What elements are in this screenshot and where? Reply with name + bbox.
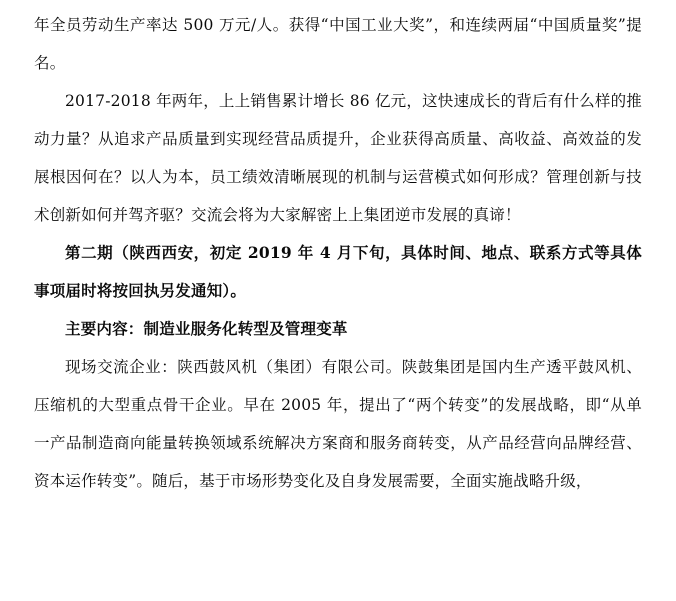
paragraph-session-two-heading: 第二期（陕西西安，初定 2019 年 4 月下旬，具体时间、地点、联系方式等具体事项届时将按回执另发通知）。 (34, 243, 642, 300)
paragraph-growth-background: 2017-2018 年两年，上上销售累计增长 86 亿元，这快速成长的背后有什么样的推动力量？从追求产品质量到实现经营品质提升，企业获得高质量、高收益、高效益的发展根因何在？以人为本，员工绩效清晰展现的机制与运营模式如何形成？管理创新与技术创新如何并驾齐驱？交流会将为大家解密上上集团逆市发展的真谛！ (34, 92, 642, 224)
paragraph-main-content-heading: 主要内容：制造业服务化转型及管理变革 (65, 319, 348, 338)
paragraph-continuation: 年全员劳动生产率达 500 万元/人。获得“中国工业大奖”，和连续两届“中国质量奖”提名。 (34, 16, 642, 72)
paragraph-company-intro: 现场交流企业：陕西鼓风机（集团）有限公司。陕鼓集团是国内生产透平鼓风机、压缩机的大型重点骨干企业。早在 2005 年，提出了“两个转变”的发展战略，即“从单一产品制造商向能量转换领域系统解决方案商和服务商转变，从产品经营向品牌经营、资本运作转变”。随后，基于市场形势变化及自身发展需要，全面实施战略升级， (34, 358, 642, 490)
